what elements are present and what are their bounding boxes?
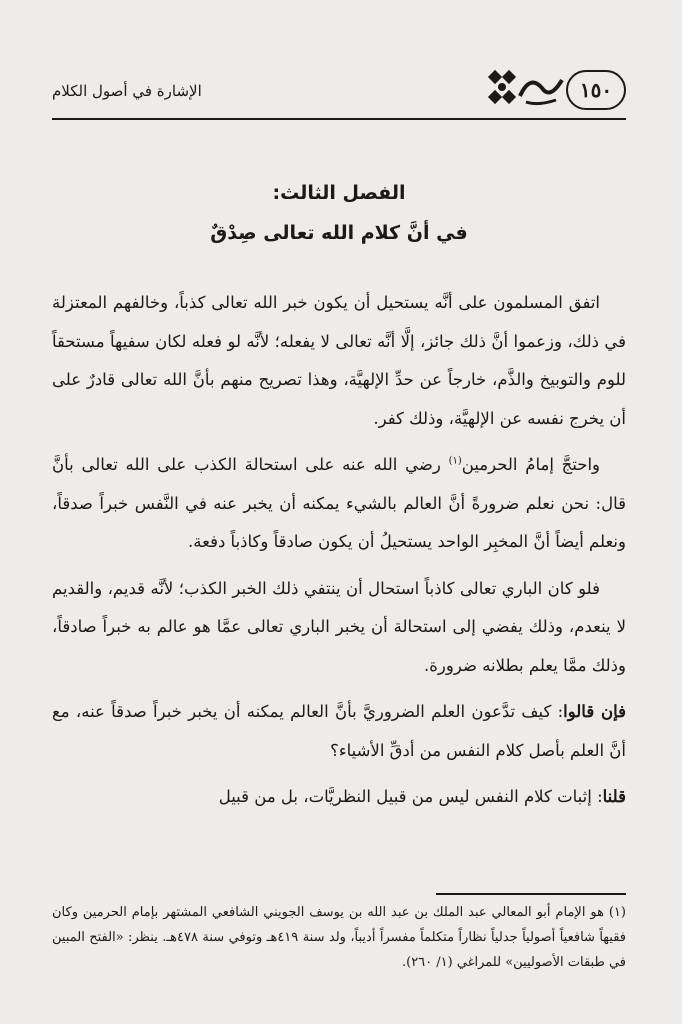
footnote-rule — [436, 893, 626, 895]
paragraph-lead: قلنا — [602, 787, 626, 806]
paragraph-text: : كيف تدَّعون العلم الضروريَّ بأنَّ العالم يمكنه أن يخبر خبراً صدقاً عنه، مع أنَّ العلم بأصل كلام النفس من أدقِّ الأشياء؟ — [52, 702, 626, 760]
paragraph — [52, 778, 626, 817]
paragraph-text: فلو كان الباري تعالى كاذباً استحال أن ينتفي ذلك الخبر الكذب؛ لأنَّه قديم، والقديم لا ينعدم، وذلك يفضي إلى استحالة أن يخبر الباري تعالى عمَّا هو عالم به خبراً صادقاً، وذلك ممَّا يعلم بطلانه ضرورة. — [52, 578, 626, 675]
chapter-subtitle: في أنَّ كلام الله تعالى صِدْقٌ — [210, 222, 468, 244]
footnote — [52, 900, 626, 975]
paragraph — [52, 570, 626, 686]
arabesque-ornament-icon — [486, 66, 566, 110]
paragraph — [52, 284, 626, 438]
paragraph-lead: فإن قالوا — [563, 702, 627, 721]
footnote-reference[interactable]: (١) — [448, 455, 462, 467]
paragraph-text: : إثبات كلام النفس ليس من قبيل النظريَّات، بل من قبيل — [218, 787, 603, 806]
page-number: ١٥٠ — [566, 70, 626, 110]
paragraph — [52, 446, 626, 562]
footnote-text: هو الإمام أبو المعالي عبد الملك بن عبد الله بن يوسف الجويني الشافعي المشتهر بإمام الحرمين وكان فقيهاً شافعياً أصولياً جدلياً نظاراً متكلماً مفسراً أديباً، ولد سنة ٤١٩هـ وتوفي سنة ٤٧٨هـ. ينظر: «الفتح المبين في طبقات الأصوليين» للمراغي (١/ ٢٦٠). — [52, 905, 626, 970]
paragraph — [52, 693, 626, 770]
header-rule — [52, 118, 626, 120]
footnote-marker: (١) — [608, 905, 626, 920]
paragraph-text: رضي الله عنه على استحالة الكذب على الله تعالى بأنَّ قال: نحن نعلم ضرورةً أنَّ العالم بالشيء يمكنه أن يخبر عنه في النَّفس خبراً صدقاً، ونعلم أيضاً أنَّ المخبِر الواحد يستحيلُ أن يكون صادقاً وكاذباً دفعة. — [52, 455, 626, 551]
page-header — [52, 66, 626, 114]
chapter-title: الفصل الثالث: — [272, 182, 406, 204]
body-text — [52, 284, 626, 825]
paragraph-text-before-note: واحتجَّ إمامُ الحرمين — [461, 455, 601, 474]
running-title: الإشارة في أصول الكلام — [52, 82, 202, 100]
paragraph-text: اتفق المسلمون على أنَّه يستحيل أن يكون خبر الله تعالى كذباً، وخالفهم المعتزلة في ذلك، وزعموا أنَّ ذلك جائز، إلَّا أنَّه تعالى لا يفعله؛ لأنَّه لو فعله لكان سفيهاً مستحقاً للوم والتوبيخ والذَّم، خارجاً عن حدِّ الإلهيَّة، وهذا تصريح منهم بأنَّ الله تعالى قادرٌ على أن يخرج نفسه عن الإلهيَّة، وذلك كفر. — [52, 293, 626, 428]
